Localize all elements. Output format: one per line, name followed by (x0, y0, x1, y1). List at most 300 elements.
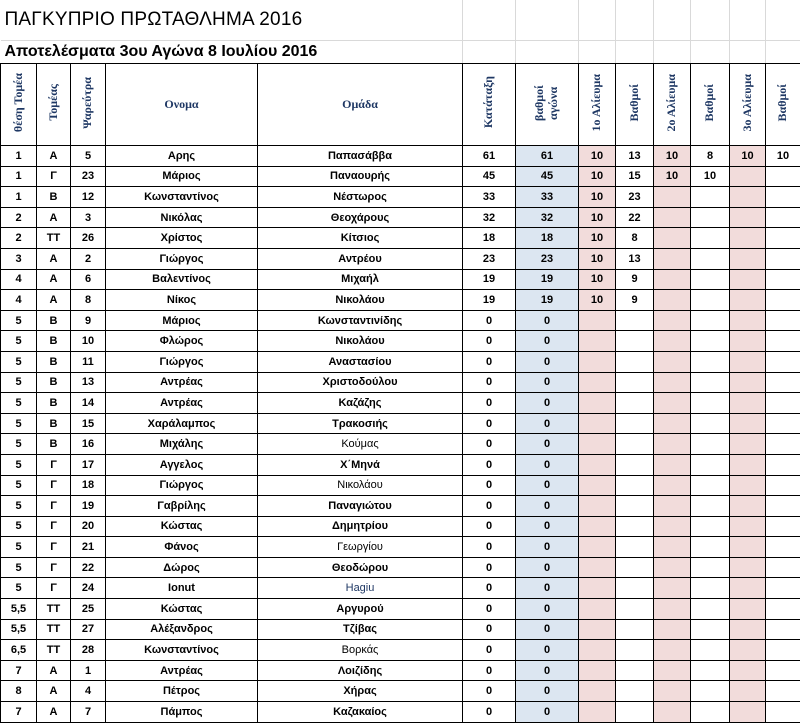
empty-cell (616, 0, 654, 41)
points-2-cell (691, 228, 730, 249)
quiver-cell: 22 (71, 557, 106, 578)
team-cell: Δημητρίου (258, 516, 463, 537)
header-row (1, 64, 800, 146)
points-2-cell (691, 310, 730, 331)
sector-cell: ΤΤ (37, 228, 71, 249)
points-3-cell (766, 248, 800, 269)
sector-position-cell: 5 (1, 351, 37, 372)
quiver-cell: 6 (71, 269, 106, 290)
team-cell: Τζίβας (258, 619, 463, 640)
sector-position-cell: 5 (1, 516, 37, 537)
catch-3-cell (730, 640, 766, 661)
points-1-cell (616, 578, 654, 599)
catch-3-cell (730, 372, 766, 393)
catch-2-cell (654, 434, 691, 455)
ranking-cell: 0 (463, 578, 516, 599)
catch-2-cell (654, 269, 691, 290)
points-2-cell (691, 702, 730, 723)
sector-cell: Γ (37, 557, 71, 578)
points-3-cell (766, 187, 800, 208)
catch-1-cell (579, 599, 616, 620)
empty-cell (654, 0, 691, 41)
catch-3-cell (730, 702, 766, 723)
catch-3-cell (730, 166, 766, 187)
header-p2: Βαθμοί (702, 83, 717, 122)
ranking-cell: 0 (463, 660, 516, 681)
competitor-name-cell: Φάνος (106, 537, 258, 558)
header-cell-sector (37, 64, 71, 146)
quiver-cell: 17 (71, 454, 106, 475)
points-3-cell (766, 413, 800, 434)
quiver-cell: 21 (71, 537, 106, 558)
quiver-cell: 2 (71, 248, 106, 269)
points-1-cell (616, 310, 654, 331)
catch-2-cell (654, 351, 691, 372)
team-cell: Λοιζίδης (258, 660, 463, 681)
sector-position-cell: 2 (1, 207, 37, 228)
catch-3-cell (730, 434, 766, 455)
ranking-cell: 0 (463, 372, 516, 393)
catch-1-cell: 10 (579, 146, 616, 167)
catch-3-cell (730, 413, 766, 434)
header-pts: βαθμοί αγώνα (532, 84, 561, 121)
catch-1-cell (579, 310, 616, 331)
header-cell-p2 (691, 64, 730, 146)
sector-cell: Β (37, 187, 71, 208)
table-row (1, 557, 800, 578)
match-points-cell: 0 (516, 660, 579, 681)
catch-2-cell (654, 331, 691, 352)
competitor-name-cell: Αντρέας (106, 372, 258, 393)
points-3-cell (766, 207, 800, 228)
points-1-cell (616, 434, 654, 455)
catch-2-cell (654, 393, 691, 414)
ranking-cell: 23 (463, 248, 516, 269)
catch-1-cell (579, 434, 616, 455)
catch-1-cell: 10 (579, 166, 616, 187)
points-3-cell (766, 578, 800, 599)
catch-2-cell (654, 310, 691, 331)
team-cell: Κούμας (258, 434, 463, 455)
table-row (1, 640, 800, 661)
ranking-cell: 0 (463, 310, 516, 331)
table-row (1, 187, 800, 208)
sector-cell: Γ (37, 454, 71, 475)
table-row (1, 702, 800, 723)
table-row (1, 434, 800, 455)
points-3-cell (766, 599, 800, 620)
competitor-name-cell: Μάριος (106, 310, 258, 331)
sector-position-cell: 4 (1, 269, 37, 290)
table-row (1, 228, 800, 249)
sector-cell: Β (37, 393, 71, 414)
competitor-name-cell: Κωνσταντίνος (106, 640, 258, 661)
header-cell-quiver (71, 64, 106, 146)
table-row (1, 331, 800, 352)
catch-2-cell (654, 557, 691, 578)
sector-position-cell: 5 (1, 537, 37, 558)
points-3-cell (766, 290, 800, 311)
empty-cell (691, 0, 730, 41)
match-points-cell: 23 (516, 248, 579, 269)
catch-2-cell (654, 228, 691, 249)
match-points-cell: 0 (516, 599, 579, 620)
empty-cell (730, 0, 766, 41)
catch-3-cell (730, 351, 766, 372)
catch-1-cell (579, 619, 616, 640)
points-1-cell (616, 475, 654, 496)
table-row (1, 269, 800, 290)
team-cell: Γεωργίου (258, 537, 463, 558)
points-3-cell (766, 331, 800, 352)
catch-1-cell (579, 413, 616, 434)
points-1-cell (616, 454, 654, 475)
sector-position-cell: 6,5 (1, 640, 37, 661)
quiver-cell: 16 (71, 434, 106, 455)
catch-1-cell: 10 (579, 187, 616, 208)
points-1-cell (616, 660, 654, 681)
sector-cell: Γ (37, 475, 71, 496)
catch-3-cell: 10 (730, 146, 766, 167)
catch-2-cell (654, 599, 691, 620)
table-row (1, 310, 800, 331)
ranking-cell: 0 (463, 702, 516, 723)
points-1-cell: 13 (616, 248, 654, 269)
catch-2-cell (654, 681, 691, 702)
catch-1-cell: 10 (579, 290, 616, 311)
quiver-cell: 15 (71, 413, 106, 434)
catch-1-cell (579, 372, 616, 393)
match-points-cell: 0 (516, 372, 579, 393)
catch-3-cell (730, 331, 766, 352)
catch-1-cell (579, 393, 616, 414)
points-1-cell: 8 (616, 228, 654, 249)
quiver-cell: 26 (71, 228, 106, 249)
match-points-cell: 0 (516, 475, 579, 496)
header-cell-r1 (579, 64, 616, 146)
header-r2: 2ο Αλίευμα (664, 73, 679, 132)
competitor-name-cell: Αλέξανδρος (106, 619, 258, 640)
team-cell: Αναστασίου (258, 351, 463, 372)
sector-position-cell: 5 (1, 372, 37, 393)
table-row (1, 454, 800, 475)
table-row (1, 660, 800, 681)
ranking-cell: 18 (463, 228, 516, 249)
table-row (1, 475, 800, 496)
points-1-cell: 15 (616, 166, 654, 187)
match-points-cell: 0 (516, 640, 579, 661)
points-3-cell (766, 393, 800, 414)
team-cell: Νικολάου (258, 475, 463, 496)
ranking-cell: 32 (463, 207, 516, 228)
points-2-cell (691, 372, 730, 393)
catch-3-cell (730, 269, 766, 290)
competitor-name-cell: Ionut (106, 578, 258, 599)
competitor-name-cell: Κωνσταντίνος (106, 187, 258, 208)
match-points-cell: 18 (516, 228, 579, 249)
table-row (1, 207, 800, 228)
competitor-name-cell: Γιώργος (106, 248, 258, 269)
points-2-cell (691, 393, 730, 414)
catch-3-cell (730, 454, 766, 475)
quiver-cell: 14 (71, 393, 106, 414)
table-row (1, 351, 800, 372)
table-row (1, 516, 800, 537)
match-points-cell: 19 (516, 269, 579, 290)
ranking-cell: 0 (463, 454, 516, 475)
catch-2-cell (654, 454, 691, 475)
table-row (1, 248, 800, 269)
empty-cell (516, 41, 579, 64)
match-points-cell: 0 (516, 537, 579, 558)
catch-1-cell: 10 (579, 207, 616, 228)
catch-3-cell (730, 496, 766, 517)
quiver-cell: 25 (71, 599, 106, 620)
points-1-cell (616, 331, 654, 352)
points-2-cell (691, 207, 730, 228)
points-2-cell (691, 248, 730, 269)
table-row (1, 599, 800, 620)
catch-2-cell (654, 578, 691, 599)
catch-3-cell (730, 310, 766, 331)
quiver-cell: 11 (71, 351, 106, 372)
table-body (1, 146, 800, 723)
competitor-name-cell: Χαράλαμπος (106, 413, 258, 434)
catch-1-cell (579, 516, 616, 537)
quiver-cell: 27 (71, 619, 106, 640)
competitor-name-cell: Χρίστος (106, 228, 258, 249)
catch-2-cell (654, 248, 691, 269)
match-points-cell: 0 (516, 310, 579, 331)
catch-1-cell (579, 475, 616, 496)
catch-1-cell: 10 (579, 248, 616, 269)
catch-2-cell (654, 496, 691, 517)
points-1-cell (616, 413, 654, 434)
points-3-cell (766, 454, 800, 475)
team-cell: Παπασάββα (258, 146, 463, 167)
points-3-cell (766, 681, 800, 702)
quiver-cell: 5 (71, 146, 106, 167)
catch-1-cell (579, 557, 616, 578)
catch-3-cell (730, 599, 766, 620)
sector-position-cell: 5 (1, 496, 37, 517)
team-cell: Τρακοσιής (258, 413, 463, 434)
quiver-cell: 12 (71, 187, 106, 208)
catch-2-cell (654, 619, 691, 640)
competitor-name-cell: Μάριος (106, 166, 258, 187)
points-1-cell (616, 640, 654, 661)
catch-3-cell (730, 228, 766, 249)
ranking-cell: 0 (463, 681, 516, 702)
team-cell: Νικολάου (258, 331, 463, 352)
points-2-cell: 8 (691, 146, 730, 167)
sector-position-cell: 1 (1, 146, 37, 167)
points-1-cell (616, 516, 654, 537)
table-row (1, 146, 800, 167)
catch-3-cell (730, 681, 766, 702)
team-cell: Κωνσταντινίδης (258, 310, 463, 331)
sector-position-cell: 1 (1, 187, 37, 208)
points-3-cell (766, 496, 800, 517)
team-cell: Μιχαήλ (258, 269, 463, 290)
points-2-cell (691, 578, 730, 599)
points-2-cell (691, 640, 730, 661)
competitor-name-cell: Νίκος (106, 290, 258, 311)
sector-cell: Α (37, 702, 71, 723)
competitor-name-cell: Κώστας (106, 516, 258, 537)
team-cell: Νικολάου (258, 290, 463, 311)
points-3-cell (766, 660, 800, 681)
catch-2-cell (654, 516, 691, 537)
points-3-cell (766, 516, 800, 537)
points-1-cell (616, 681, 654, 702)
match-points-cell: 0 (516, 681, 579, 702)
header-p1: Βαθμοί (626, 83, 641, 122)
catch-2-cell (654, 187, 691, 208)
ranking-cell: 0 (463, 640, 516, 661)
catch-3-cell (730, 187, 766, 208)
match-points-cell: 0 (516, 331, 579, 352)
catch-2-cell (654, 475, 691, 496)
points-1-cell (616, 599, 654, 620)
points-3-cell (766, 310, 800, 331)
match-points-cell: 45 (516, 166, 579, 187)
sector-position-cell: 5 (1, 475, 37, 496)
catch-1-cell: 10 (579, 228, 616, 249)
header-cell-pos (1, 64, 37, 146)
match-points-cell: 0 (516, 434, 579, 455)
table-row (1, 290, 800, 311)
points-3-cell (766, 372, 800, 393)
quiver-cell: 8 (71, 290, 106, 311)
sector-position-cell: 5 (1, 454, 37, 475)
sector-cell: Β (37, 351, 71, 372)
empty-cell (579, 0, 616, 41)
points-2-cell (691, 187, 730, 208)
header-name: Ονομα (164, 97, 199, 111)
team-cell: Θεοχάρους (258, 207, 463, 228)
team-cell: Χήρας (258, 681, 463, 702)
header-cell-pts (516, 64, 579, 146)
empty-cell (691, 41, 730, 64)
points-1-cell (616, 619, 654, 640)
sector-position-cell: 5,5 (1, 599, 37, 620)
header-cell-p3 (766, 64, 800, 146)
points-1-cell (616, 557, 654, 578)
catch-2-cell (654, 537, 691, 558)
catch-3-cell (730, 537, 766, 558)
quiver-cell: 19 (71, 496, 106, 517)
points-2-cell (691, 351, 730, 372)
sector-cell: ΤΤ (37, 640, 71, 661)
header-rank: Κατάταξη (481, 76, 496, 129)
catch-1-cell (579, 640, 616, 661)
points-3-cell (766, 640, 800, 661)
ranking-cell: 61 (463, 146, 516, 167)
catch-2-cell (654, 290, 691, 311)
points-1-cell (616, 351, 654, 372)
quiver-cell: 4 (71, 681, 106, 702)
points-2-cell (691, 537, 730, 558)
points-2-cell (691, 269, 730, 290)
catch-2-cell (654, 702, 691, 723)
points-3-cell (766, 537, 800, 558)
catch-3-cell (730, 207, 766, 228)
points-1-cell: 13 (616, 146, 654, 167)
sector-cell: Α (37, 660, 71, 681)
catch-3-cell (730, 248, 766, 269)
sector-position-cell: 5 (1, 578, 37, 599)
competitor-name-cell: Κώστας (106, 599, 258, 620)
competitor-name-cell: Αντρέας (106, 660, 258, 681)
match-points-cell: 0 (516, 619, 579, 640)
catch-2-cell (654, 413, 691, 434)
empty-cell (654, 41, 691, 64)
ranking-cell: 0 (463, 557, 516, 578)
empty-cell (766, 0, 800, 41)
header-cell-r2 (654, 64, 691, 146)
points-2-cell (691, 290, 730, 311)
catch-2-cell (654, 372, 691, 393)
table-row (1, 496, 800, 517)
catch-3-cell (730, 557, 766, 578)
points-2-cell (691, 413, 730, 434)
points-2-cell (691, 599, 730, 620)
header-cell-rank (463, 64, 516, 146)
team-cell: Καζάζης (258, 393, 463, 414)
sector-cell: Α (37, 681, 71, 702)
points-3-cell (766, 475, 800, 496)
sector-position-cell: 4 (1, 290, 37, 311)
team-cell: Νέστωρος (258, 187, 463, 208)
points-1-cell: 23 (616, 187, 654, 208)
empty-cell (766, 41, 800, 64)
points-2-cell: 10 (691, 166, 730, 187)
competitor-name-cell: Μιχάλης (106, 434, 258, 455)
ranking-cell: 45 (463, 166, 516, 187)
table-row (1, 393, 800, 414)
points-3-cell (766, 619, 800, 640)
points-3-cell (766, 166, 800, 187)
quiver-cell: 28 (71, 640, 106, 661)
empty-cell (730, 41, 766, 64)
quiver-cell: 9 (71, 310, 106, 331)
sector-cell: Α (37, 146, 71, 167)
points-1-cell: 9 (616, 290, 654, 311)
competitor-name-cell: Δώρος (106, 557, 258, 578)
catch-1-cell (579, 351, 616, 372)
table-row (1, 619, 800, 640)
table-row (1, 166, 800, 187)
team-cell: Αργυρού (258, 599, 463, 620)
sector-cell: Β (37, 372, 71, 393)
header-cell-r3 (730, 64, 766, 146)
match-points-cell: 0 (516, 454, 579, 475)
team-cell: Hagiu (258, 578, 463, 599)
points-2-cell (691, 496, 730, 517)
sector-position-cell: 2 (1, 228, 37, 249)
sector-position-cell: 5 (1, 413, 37, 434)
match-points-cell: 32 (516, 207, 579, 228)
quiver-cell: 3 (71, 207, 106, 228)
points-2-cell (691, 557, 730, 578)
match-points-cell: 0 (516, 496, 579, 517)
ranking-cell: 0 (463, 393, 516, 414)
catch-3-cell (730, 516, 766, 537)
team-cell: Παναουρής (258, 166, 463, 187)
empty-cell (579, 41, 616, 64)
empty-cell (463, 41, 516, 64)
